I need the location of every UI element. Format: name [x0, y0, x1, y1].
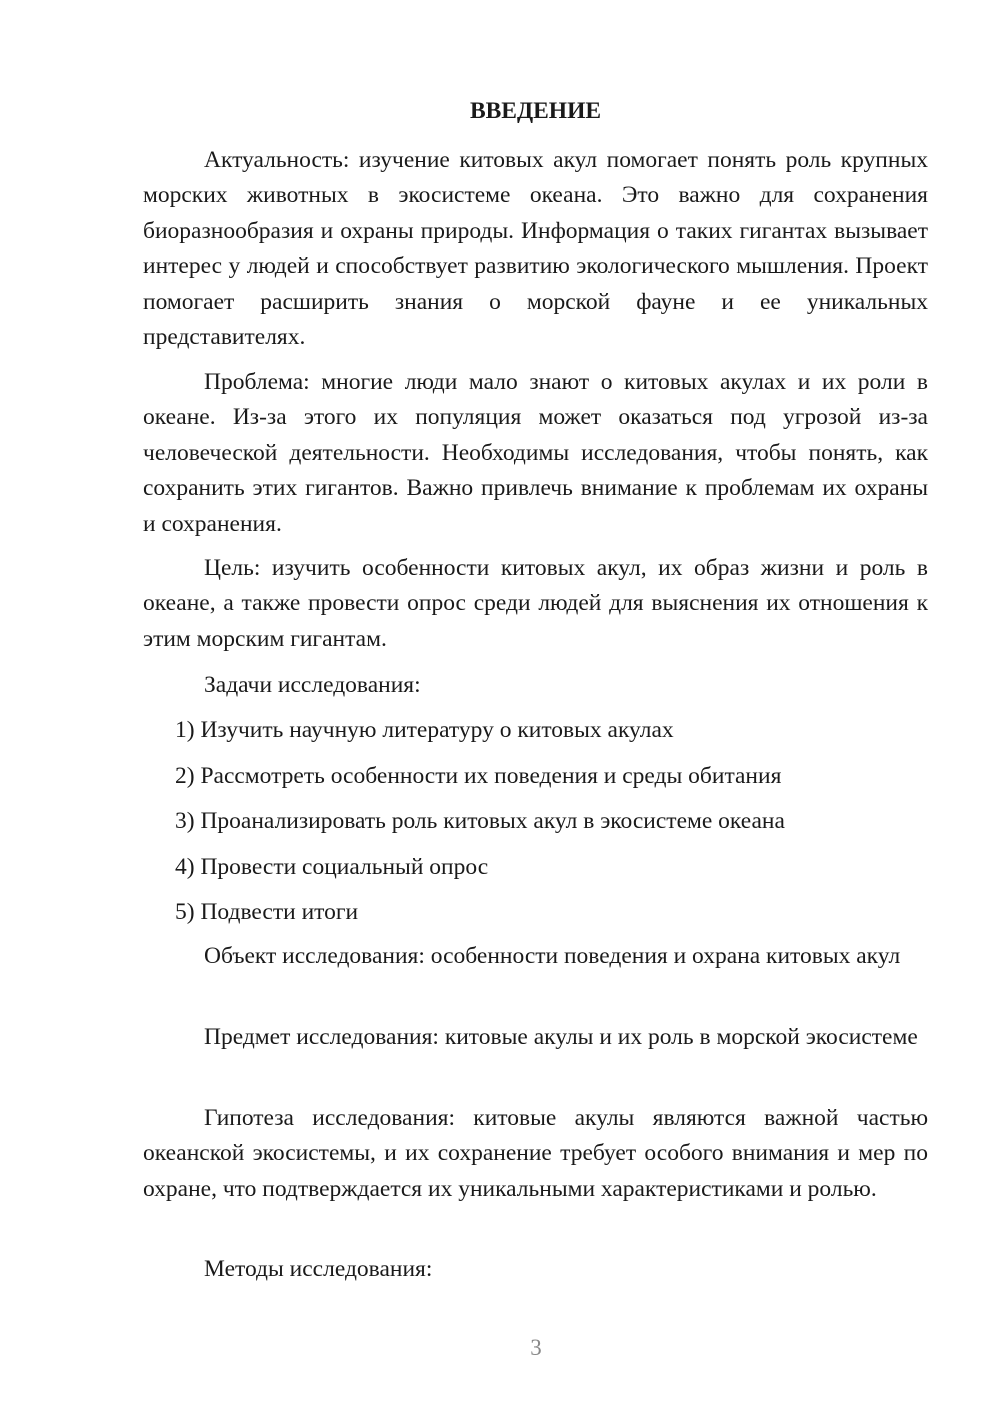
list-item: 5) Подвести итоги	[175, 899, 359, 925]
tasks-heading: Задачи исследования:	[204, 672, 421, 698]
relevance-paragraph: Актуальность: изучение китовых акул помогает понять роль крупных морских животных в экосистеме океана. Это важно для сохранения биоразнообразия и охраны природы. Информация о таких гигантах вызывает интерес у людей и способствует развитию экологического мышления. Проект помогает расширить знания о морской фауне и ее уникальных представителях.	[143, 147, 928, 351]
list-item: 4) Провести социальный опрос	[175, 854, 489, 880]
subject-paragraph: Предмет исследования: китовые акулы и их роль в морской экосистеме	[204, 1024, 918, 1050]
problem-paragraph: Проблема: многие люди мало знают о китовых акулах и их роли в океане. Из-за этого их популяция может оказаться под угрозой из-за человеческой деятельности. Необходимы исследования, чтобы понять, как сохранить этих гигантов. Важно привлечь внимание к проблемам их охраны и сохранения.	[143, 369, 928, 537]
methods-heading: Методы исследования:	[204, 1256, 433, 1282]
page-title: ВВЕДЕНИЕ	[469, 98, 602, 124]
list-item: 3) Проанализировать роль китовых акул в экосистеме океана	[175, 808, 785, 834]
list-item: 2) Рассмотреть особенности их поведения и среды обитания	[175, 763, 782, 789]
list-item: 1) Изучить научную литературу о китовых акулах	[175, 717, 674, 743]
hypothesis-paragraph: Гипотеза исследования: китовые акулы являются важной частью океанской экосистемы, и их сохранение требует особого внимания и мер по охране, что подтверждается их уникальными характеристиками и ролью.	[143, 1105, 928, 1202]
goal-paragraph: Цель: изучить особенности китовых акул, их образ жизни и роль в океане, а также провести опрос среди людей для выяснения их отношения к этим морским гигантам.	[143, 555, 928, 652]
page-number: 3	[530, 1335, 542, 1360]
object-paragraph: Объект исследования: особенности поведения и охрана китовых акул	[204, 943, 901, 969]
